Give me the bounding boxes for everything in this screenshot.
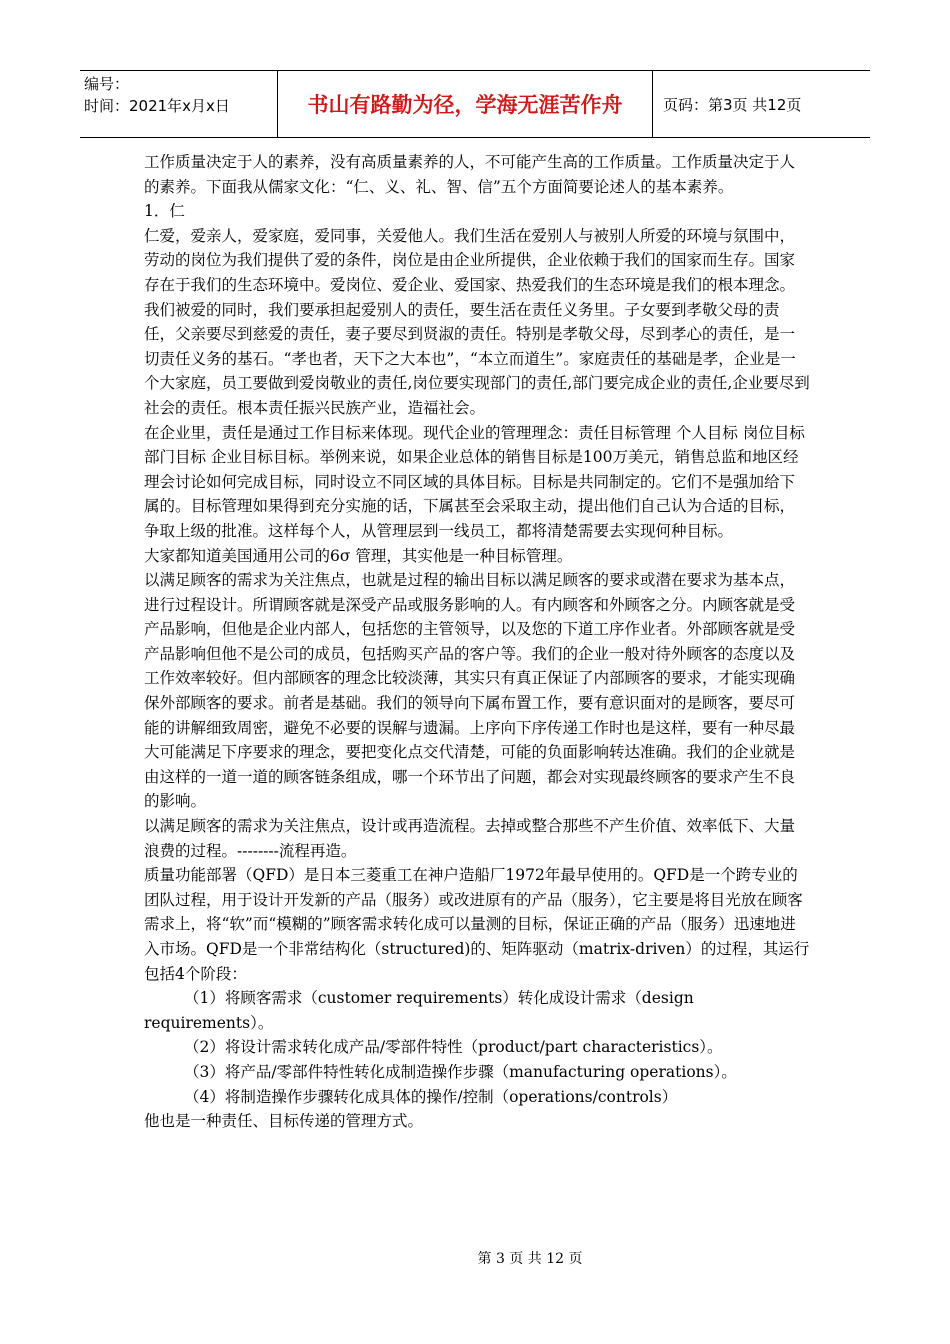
paragraph: 在企业里，责任是通过工作目标来体现。现代企业的管理理念：责任目标管理 个人目标 岗位目标 部门目标 企业目标目标。举例来说，如果企业总体的销售目标是100万美元，销售总监和地区经理会讨论如何完成目标，同时设立不同区域的具体目标。目标是共同制定的。它们不是强加给下属的。目标管理如果得到充分实施的话，下属甚至会采取主动，提出他们自己认为合适的目标，争取上级的批准。这样每个人，从管理层到一线员工，都将清楚需要去实现何种目标。: [144, 423, 805, 540]
closing-paragraph: 他也是一种责任、目标传递的管理方式。: [144, 1112, 424, 1131]
page-footer: 第 3 页 共 12 页: [477, 1251, 583, 1267]
paragraph: 以满足顾客的需求为关注焦点，也就是过程的输出目标以满足顾客的要求或潜在要求为基本点，进行过程设计。所谓顾客就是深受产品或服务影响的人。有内顾客和外顾客之分。内顾客就是受产品影响，但他是企业内部人，包括您的主管领导，以及您的下道工序作业者。外部顾客就是受产品影响但他不是公司的成员，包括购买产品的客户等。我们的企业一般对待外顾客的态度以及工作效率较好。但内部顾客的理念比较淡薄，其实只有真正保证了内部顾客的要求，才能实现确保外部顾客的要求。前者是基础。我们的领导向下属布置工作，要有意识面对的是顾客，要尽可能的讲解细致周密，避免不必要的误解与遗漏。上序向下序传递工作时也是这样，要有一种尽最大可能满足下序要求的理念，要把变化点交代清楚，可能的负面影响转达准确。我们的企业就是由这样的一道一道的顾客链条组成，哪一个环节出了问题，都会对实现最终顾客的要求产生不良的影响。: [144, 571, 796, 811]
page-header: [80, 70, 870, 138]
step-item: （2）将设计需求转化成产品/零部件特性（product/part characteristics）。: [184, 1038, 723, 1057]
date-label: 时间：2021年x月x日: [84, 97, 230, 115]
step-item: （3）将产品/零部件特性转化成制造操作步骤（manufacturing operations）。: [184, 1062, 737, 1081]
header-meta: [80, 71, 278, 137]
number-label: 编号：: [84, 75, 130, 93]
section-heading: 1．仁: [144, 202, 185, 221]
paragraph: 质量功能部署（QFD）是日本三菱重工在神户造船厂1972年最早使用的。QFD是一个跨专业的团队过程，用于设计开发新的产品（服务）或改进原有的产品（服务），它主要是将目光放在顾客需求上，将“软”而“模糊的”顾客需求转化成可以量测的目标，保证正确的产品（服务）迅速地进入市场。QFD是一个非常结构化（structured)的、矩阵驱动（matrix-driven）的过程，其运行包括4个阶段：: [144, 866, 810, 983]
document-body: [144, 150, 810, 1134]
paragraph: 我们被爱的同时，我们要承担起爱别人的责任，要生活在责任义务里。子女要到孝敬父母的责任，父亲要尽到慈爱的责任，妻子要尽到贤淑的责任。特别是孝敬父母，尽到孝心的责任，是一切责任义务的基石。“孝也者，天下之大本也”，“本立而道生”。家庭责任的基础是孝，企业是一个大家庭，员工要做到爱岗敬业的责任,岗位要实现部门的责任,部门要完成企业的责任,企业要尽到社会的责任。根本责任振兴民族产业，造福社会。: [144, 300, 810, 417]
header-motto: 书山有路勤为径，学海无涯苦作舟: [278, 71, 653, 137]
step-item: （1）将顾客需求（customer requirements）转化成设计需求（design requirements）。: [144, 989, 694, 1032]
step-item: （4）将制造操作步骤转化成具体的操作/控制（operations/controls）: [184, 1087, 678, 1106]
paragraph: 工作质量决定于人的素养，没有高质量素养的人，不可能产生高的工作质量。工作质量决定于人的素养。下面我从儒家文化：“仁、义、礼、智、信”五个方面简要论述人的基本素养。: [144, 153, 796, 196]
header-page-info: 页码：第3页 共12页: [663, 95, 802, 114]
paragraph: 仁爱，爱亲人，爱家庭，爱同事，关爱他人。我们生活在爱别人与被别人所爱的环境与氛围中，劳动的岗位为我们提供了爱的条件，岗位是由企业所提供，企业依赖于我们的国家而生存。国家存在于我们的生态环境中。爱岗位、爱企业、爱国家、热爱我们的生态环境是我们的根本理念。: [144, 226, 796, 294]
paragraph: 大家都知道美国通用公司的6σ 管理，其实他是一种目标管理。: [144, 546, 573, 565]
paragraph: 以满足顾客的需求为关注焦点，设计或再造流程。去掉或整合那些不产生价值、效率低下、大量浪费的过程。--------流程再造。: [144, 817, 796, 860]
